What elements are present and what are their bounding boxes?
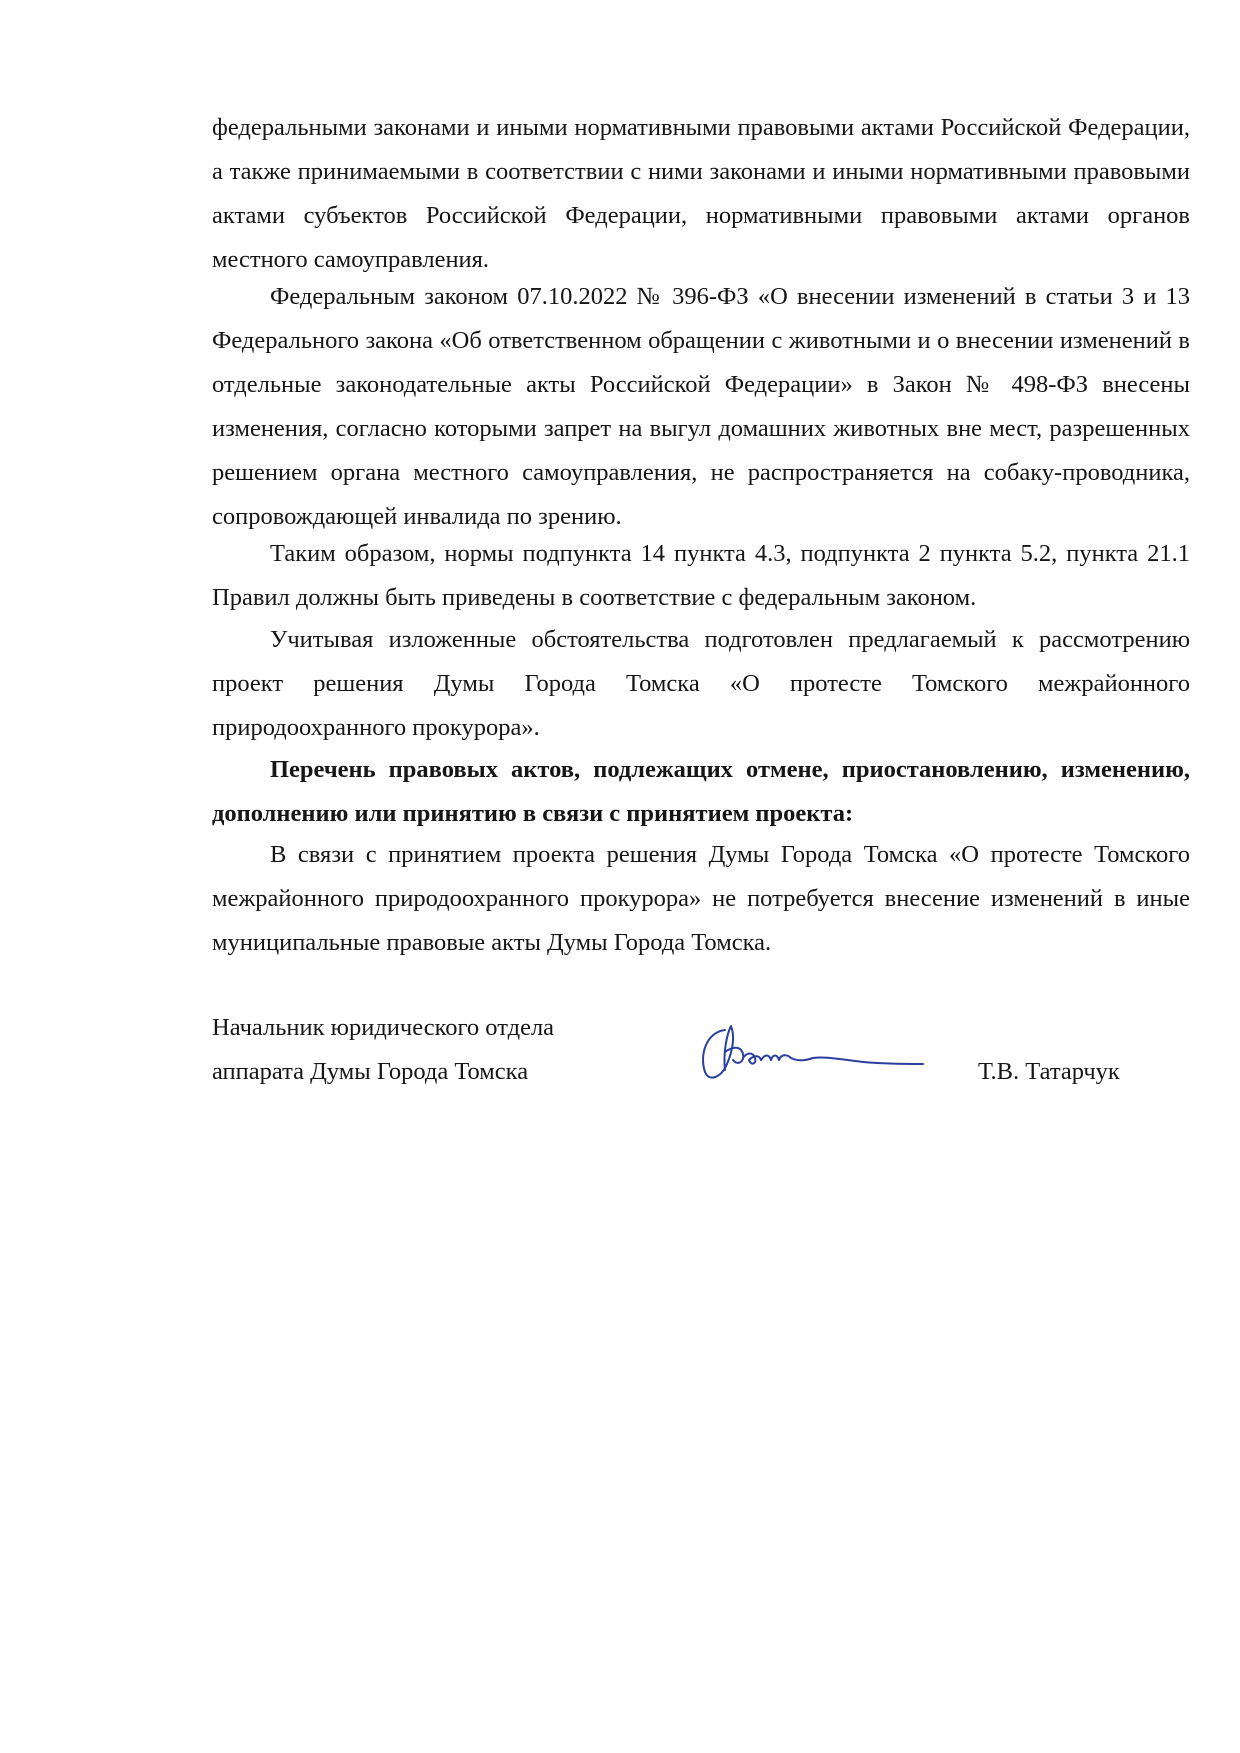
position-line-2: аппарата Думы Города Томска — [212, 1058, 529, 1085]
paragraph-draft-decision: Учитывая изложенные обстоятельства подготовлен предлагаемый к рассмотрению проект решения Думы Города Томска «О протесте Томского межрайонного природоохранного прокурора». — [212, 626, 1190, 741]
paragraph-conclusion: Таким образом, нормы подпункта 14 пункта 4.3, подпункта 2 пункта 5.2, пункта 21.1 Правил должны быть приведены в соответствие с федеральным законом. — [212, 540, 1190, 611]
paragraph-federal-law: Федеральным законом 07.10.2022 № 396-ФЗ «О внесении изменений в статьи 3 и 13 Федерального закона «Об ответственном обращении с животными и о внесении изменений в отдельные законодательные акты Российской Федерации» в Закон № 498-ФЗ внесены изменения, согласно которыми запрет на выгул домашних животных вне мест, разрешенных решением органа местного самоуправления, не распространяется на собаку-проводника, сопровождающей инвалида по зрению. — [212, 283, 1190, 530]
paragraph-continuation: федеральными законами и иными нормативными правовыми актами Российской Федерации, а также принимаемыми в соответствии с ними законами и иными нормативными правовыми актами субъектов Российской Федерации, нормативными правовыми актами органов местного самоуправления. — [212, 114, 1190, 273]
handwritten-signature — [695, 1012, 925, 1090]
position-line-1: Начальник юридического отдела — [212, 1014, 555, 1041]
signatory-position — [212, 1006, 554, 1094]
signatory-name: Т.В. Татарчук — [978, 1058, 1120, 1085]
section-heading-legal-acts: Перечень правовых актов, подлежащих отмене, приостановлению, изменению, дополнению или принятию в связи с принятием проекта: — [212, 756, 1190, 827]
paragraph-no-changes: В связи с принятием проекта решения Думы Города Томска «О протесте Томского межрайонного природоохранного прокурора» не потребуется внесение изменений в иные муниципальные правовые акты Думы Города Томска. — [212, 841, 1190, 956]
